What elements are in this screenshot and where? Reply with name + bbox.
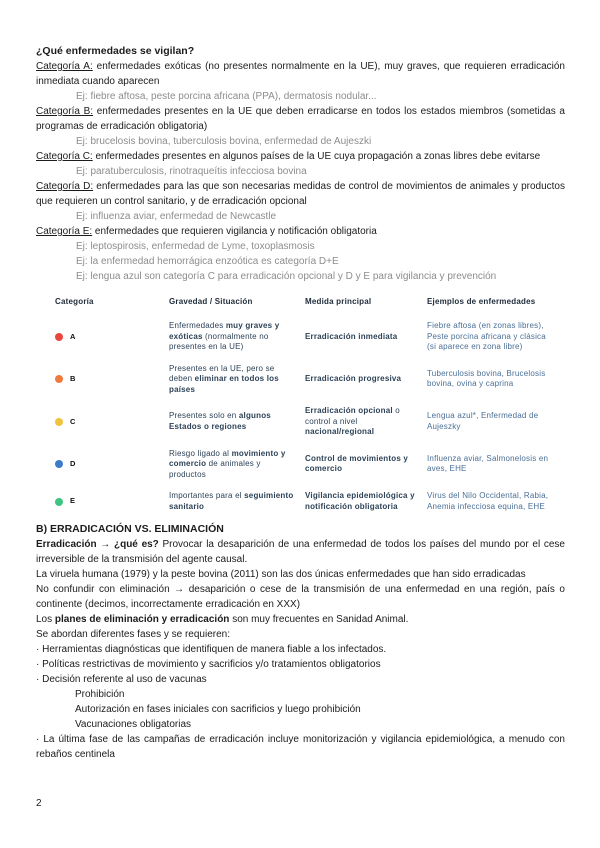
- page-title: ¿Qué enfermedades se vigilan?: [36, 45, 195, 57]
- section-b-body: [36, 537, 565, 762]
- text: de animales y productos: [169, 459, 261, 479]
- bold-text: ¿qué es?: [113, 539, 159, 550]
- text: Vacunaciones obligatorias: [75, 719, 192, 730]
- text: Presentes en la UE, pero se deben: [169, 363, 275, 383]
- section-b-heading: B) ERRADICACIÓN VS. ELIMINACIÓN: [36, 523, 224, 535]
- table-medida-cell: [305, 491, 427, 512]
- table-gravedad-cell: [169, 449, 305, 481]
- section-b-paragraph: [36, 567, 565, 582]
- section-b-paragraph: [36, 732, 565, 762]
- category-letter: E: [70, 496, 76, 506]
- text: No confundir con eliminación → desaparición o cese de la transmisión de una enfermedad en una región, país o continente (decimos, incorrectamente erradicación en XXX): [36, 584, 565, 610]
- category-letter: C: [70, 416, 76, 426]
- category-letter: A: [70, 331, 76, 341]
- table-medida-cell: [305, 454, 427, 475]
- table-row-category-cell: [55, 496, 169, 507]
- text: →: [96, 539, 114, 550]
- section-b-paragraph: [36, 717, 565, 732]
- category-example: Ej: fiebre aftosa, peste porcina africana (PPA), dermatosis nodular...: [76, 91, 377, 102]
- text: Se abordan diferentes fases y se requieren:: [36, 629, 231, 640]
- text: Importantes para el: [169, 491, 245, 500]
- category-example: Ej: leptospirosis, enfermedad de Lyme, toxoplasmosis: [76, 241, 315, 252]
- bold-text: seguimiento sanitario: [169, 491, 294, 511]
- section-b-paragraph: [36, 702, 565, 717]
- bold-text: planes de eliminación y erradicación: [54, 614, 230, 625]
- table-medida-cell: [305, 374, 427, 385]
- category-dot: [55, 498, 63, 506]
- category-text: enfermedades presentes en algunos países de la UE cuya propagación a zonas libres debe evitarse: [92, 151, 541, 162]
- table-header-cell: Ejemplos de enfermedades: [427, 297, 536, 306]
- category-letter: D: [70, 459, 76, 468]
- table-medida-cell: [305, 406, 427, 438]
- table-ejemplos-cell: Influenza aviar, Salmonelosis en aves, EHE: [427, 453, 549, 474]
- section-b-paragraph: [36, 657, 565, 672]
- section-b-paragraph: [36, 642, 565, 657]
- text: son muy frecuentes en Sanidad Animal.: [229, 614, 409, 625]
- bold-text: Vigilancia epidemiológica y notificación obligatoria: [305, 491, 415, 511]
- text: La viruela humana (1979) y la peste bovina (2011) son las dos únicas enfermedades que han sido erradicadas: [36, 569, 526, 580]
- category-definition: [36, 104, 565, 134]
- category-letter: B: [70, 374, 76, 383]
- text: · Herramientas diagnósticas que identifiquen de manera fiable a los infectados.: [36, 644, 387, 655]
- category-example: Ej: lengua azul son categoría C para erradicación opcional y D y E para vigilancia y prevención: [76, 271, 497, 282]
- section-b-paragraph: [36, 612, 565, 627]
- category-label: Categoría C:: [36, 151, 93, 162]
- section-b-paragraph: [36, 687, 565, 702]
- category-dot: [55, 460, 63, 468]
- text: · Políticas restrictivas de movimiento y sacrificios y/o tratamientos obligatorios: [36, 659, 381, 670]
- category-example: Ej: paratuberculosis, rinotraqueítis infecciosa bovina: [76, 166, 307, 177]
- table-header-cell: Medida principal: [305, 297, 372, 306]
- text: Provocar la desaparición de una enfermedad de todos los países del mundo por el cese irreversible de la transmisión del agente causal.: [36, 539, 565, 565]
- table-header-cell: Gravedad / Situación: [169, 297, 253, 306]
- text: Riesgo ligado al: [169, 448, 232, 458]
- category-text: enfermedades exóticas (no presentes normalmente en la UE), muy graves, que requieren erradicación inmediata cuando aparecen: [36, 61, 565, 87]
- bold-text: nacional/regional: [305, 427, 375, 436]
- table-row-category-cell: [55, 417, 169, 428]
- table-row-category-cell: [55, 459, 169, 470]
- text: Prohibición: [75, 689, 125, 700]
- bold-text: Erradicación progresiva: [305, 374, 402, 383]
- category-text: enfermedades que requieren vigilancia y notificación obligatoria: [92, 226, 377, 237]
- category-example: Ej: la enfermedad hemorrágica enzoótica es categoría D+E: [76, 256, 339, 267]
- section-b-paragraph: [36, 627, 565, 642]
- bold-text: Erradicación: [36, 539, 97, 550]
- category-definition: [36, 149, 565, 164]
- category-text: enfermedades presentes en la UE que deben erradicarse en todos los estados miembros (sometidas a programas de erradicación obligatoria): [36, 106, 565, 132]
- category-label: Categoría E:: [36, 226, 93, 237]
- category-definition: [36, 59, 565, 89]
- category-definitions: [36, 59, 565, 284]
- page-number: 2: [36, 798, 42, 809]
- text: Autorización en fases iniciales con sacrificios y luego prohibición: [75, 704, 361, 715]
- bold-text: Erradicación inmediata: [305, 331, 398, 341]
- table-ejemplos-cell: Fiebre aftosa (en zonas libres), Peste porcina africana y clásica (si aparece en zona libre): [427, 321, 546, 351]
- text: · Decisión referente al uso de vacunas: [36, 674, 207, 685]
- section-b-paragraph: [36, 582, 565, 612]
- table-ejemplos-cell: Virus del Nilo Occidental, Rabia, Anemia infecciosa equina, EHE: [427, 491, 549, 511]
- category-label: Categoría B:: [36, 106, 94, 117]
- text: · La última fase de las campañas de erradicación incluye monitorización y vigilancia epidemiológica, a menudo con rebaños centinela: [36, 734, 565, 760]
- bold-text: movimiento y comercio: [169, 448, 286, 468]
- category-dot: [55, 375, 63, 383]
- bold-text: Control de movimientos y comercio: [305, 453, 409, 474]
- category-example: Ej: influenza aviar, enfermedad de Newcastle: [76, 211, 277, 222]
- table-gravedad-cell: [169, 321, 305, 353]
- bold-text: algunos Estados o regiones: [169, 411, 271, 431]
- category-label: Categoría D:: [36, 181, 94, 192]
- category-dot: [55, 418, 63, 426]
- table-gravedad-cell: [169, 491, 305, 512]
- category-definition: [36, 224, 565, 239]
- text: Enfermedades: [169, 321, 226, 330]
- table-row-category-cell: [55, 332, 169, 343]
- bold-text: eliminar en todos los países: [169, 374, 279, 394]
- category-example: Ej: brucelosis bovina, tuberculosis bovina, enfermedad de Aujeszki: [76, 136, 372, 147]
- bold-text: Erradicación opcional: [305, 406, 393, 415]
- disease-category-table: [55, 297, 565, 512]
- table-ejemplos-cell: Lengua azul*, Enfermedad de Aujeszky: [427, 411, 539, 431]
- text: o control a nivel: [305, 406, 400, 426]
- category-definition: [36, 179, 565, 209]
- bold-text: muy graves y exóticas: [169, 321, 280, 341]
- table-gravedad-cell: [169, 411, 305, 432]
- text: Los: [36, 614, 55, 625]
- category-label: Categoría A:: [36, 61, 93, 72]
- text: (normalmente no presentes en la UE): [169, 331, 269, 351]
- category-text: enfermedades para las que son necesarias medidas de control de movimientos de animales y productos que requieren un control sanitario, y de erradicación opcional: [36, 181, 565, 207]
- table-medida-cell: [305, 332, 427, 343]
- table-header-cell: Categoría: [55, 297, 94, 306]
- section-b-paragraph: [36, 537, 565, 567]
- table-ejemplos-cell: Tuberculosis bovina, Brucelosis bovina, ovina y caprina: [427, 368, 546, 389]
- text: Presentes solo en: [169, 411, 239, 421]
- category-dot: [55, 333, 63, 341]
- table-gravedad-cell: [169, 364, 305, 396]
- table-row-category-cell: [55, 374, 169, 385]
- section-b-paragraph: [36, 672, 565, 687]
